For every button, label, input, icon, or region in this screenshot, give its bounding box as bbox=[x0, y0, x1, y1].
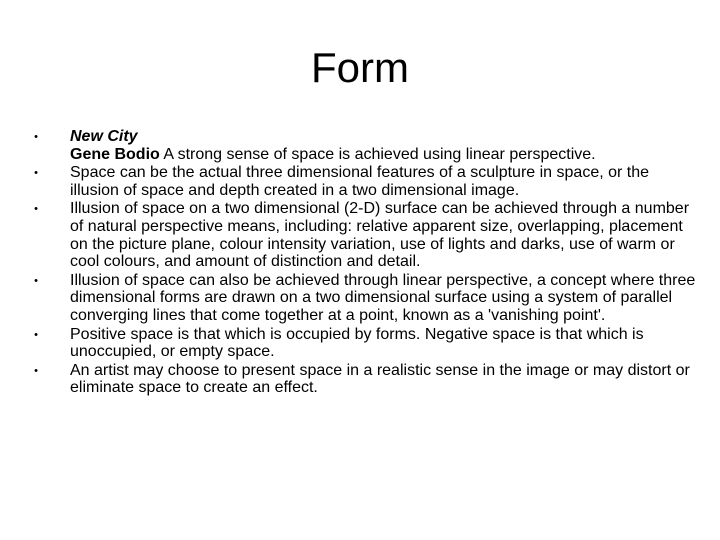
bullet-body: Illusion of space on a two dimensional (2-D) surface can be achieved through a number of natural perspective means, including: relative apparent size, overlapping, placement on the picture plane, colour intensity variation, use of lights and darks, use of warm or cool colours, and amount of distinction and detail. bbox=[70, 200, 690, 271]
bullet-body: Space can be the actual three dimensional features of a sculpture in space, or the illusion of space and depth created in a two dimensional image. bbox=[70, 164, 650, 199]
bullet-item bbox=[20, 362, 700, 397]
bullet-item bbox=[20, 164, 700, 199]
bullet-item bbox=[20, 128, 700, 163]
bullet-marker: • bbox=[34, 203, 38, 216]
bullet-body: A strong sense of space is achieved using linear perspective. bbox=[159, 145, 596, 163]
bullet-lead-italic: New City bbox=[70, 128, 138, 145]
bullet-lead-bold: Gene Bodio bbox=[70, 145, 160, 163]
bullet-item bbox=[20, 326, 700, 361]
bullet-item bbox=[20, 200, 700, 270]
bullet-marker: • bbox=[34, 167, 38, 180]
bullet-marker: • bbox=[34, 364, 38, 377]
bullet-text bbox=[70, 128, 700, 163]
bullet-body: An artist may choose to present space in a realistic sense in the image or may distort or eliminate space to create an effect. bbox=[70, 361, 690, 397]
bullet-marker: • bbox=[34, 274, 38, 287]
bullet-marker: • bbox=[34, 328, 38, 341]
bullet-item bbox=[20, 272, 700, 325]
bullet-list bbox=[20, 128, 700, 398]
slide-title: Form bbox=[311, 44, 409, 91]
bullet-body: Positive space is that which is occupied by forms. Negative space is that which is unoccupied, or empty space. bbox=[70, 325, 644, 361]
bullet-body: Illusion of space can also be achieved through linear perspective, a concept where three dimensional forms are drawn on a two dimensional surface using a system of parallel converging lines that come together at a point, known as a 'vanishing point'. bbox=[70, 271, 696, 324]
bullet-marker: • bbox=[34, 131, 38, 143]
